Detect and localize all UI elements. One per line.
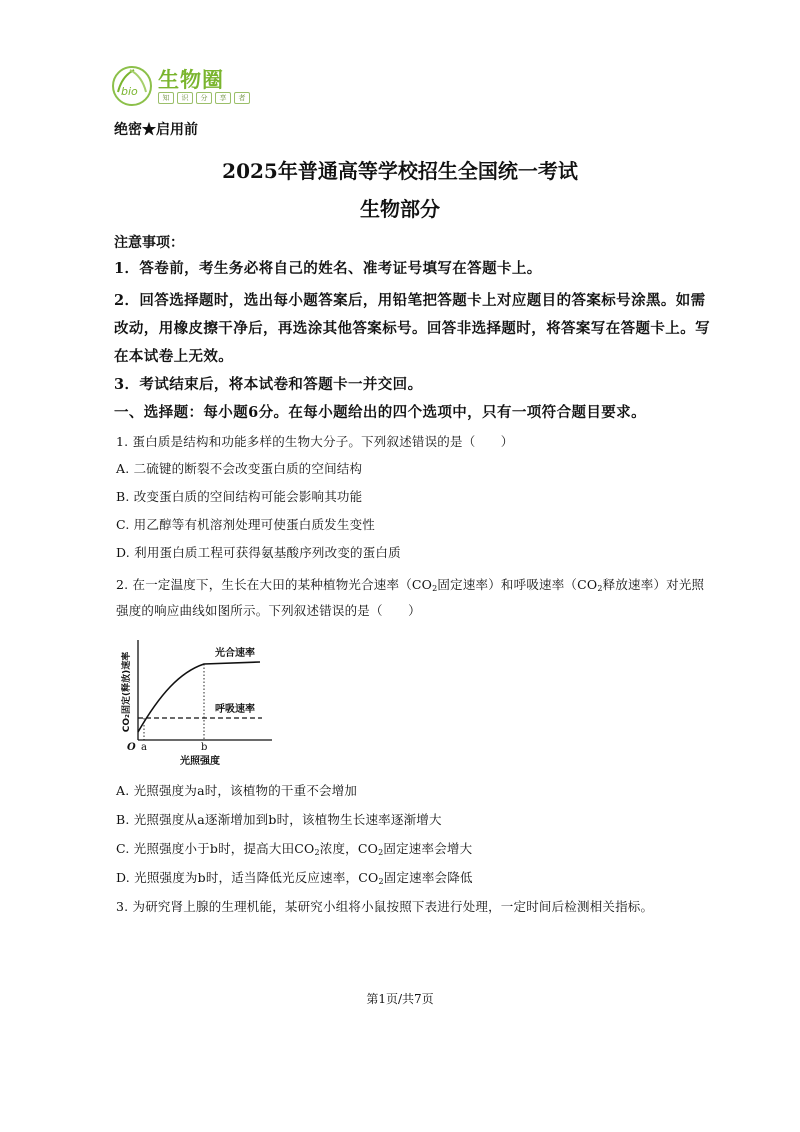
question-2-stem-line-2: 强度的响应曲线如图所示。下列叙述错误的是（ ） xyxy=(116,603,421,618)
question-1-option-d: D. 利用蛋白质工程可获得氨基酸序列改变的蛋白质 xyxy=(116,545,401,560)
question-2-stem-line-1: 2. 在一定温度下，生长在大田的某种植物光合速率（$CO_2$固定速率）和呼吸速率（$CO_2$释放速率）对光照 xyxy=(116,577,705,593)
question-1-stem: 1. 蛋白质是结构和功能多样的生物大分子。下列叙述错误的是（ ） xyxy=(116,434,514,449)
exam-subtitle: 生物部分 xyxy=(360,197,440,221)
notice-heading: 注意事项： xyxy=(114,235,184,251)
question-2-figure xyxy=(120,632,280,772)
logo xyxy=(108,62,246,110)
respiration-label: 呼吸速率 xyxy=(215,704,255,715)
photosynthesis-label: 光合速率 xyxy=(215,648,255,659)
svg-text:bio: bio xyxy=(121,85,138,98)
exam-title: 2025年普通高等学校招生全国统一考试 xyxy=(222,159,578,183)
logo-text: 生物圈 xyxy=(158,68,224,92)
notice-item-2-line-3: 在本试卷上无效。 xyxy=(114,348,234,365)
section-heading: 一、选择题：每小题6分。在每小题给出的四个选项中，只有一项符合题目要求。 xyxy=(114,404,646,421)
question-2-option-d: D. 光照强度为b时，适当降低光反应速率，$CO_2$固定速率会降低 xyxy=(116,870,473,886)
tick-a-label: a xyxy=(141,742,147,753)
x-axis-label: 光照强度 xyxy=(180,756,220,767)
origin-label: O xyxy=(127,742,136,753)
question-1-option-b: B. 改变蛋白质的空间结构可能会影响其功能 xyxy=(116,489,363,504)
page-footer: 第1页/共7页 xyxy=(366,992,434,1006)
question-2-option-c: C. 光照强度小于b时，提高大田$CO_2$浓度，$CO_2$固定速率会增大 xyxy=(116,841,473,857)
light-response-graph xyxy=(120,632,280,772)
question-2-option-b: B. 光照强度从a逐渐增加到b时，该植物生长速率逐渐增大 xyxy=(116,812,442,827)
y-axis-label: CO₂固定(释放)速率 xyxy=(122,651,132,733)
question-2-option-a: A. 光照强度为a时，该植物的干重不会增加 xyxy=(116,783,358,798)
secret-label: 绝密★启用前 xyxy=(114,122,198,138)
notice-item-3: 3．考试结束后，将本试卷和答题卡一并交回。 xyxy=(114,376,423,393)
photosynthesis-curve xyxy=(138,662,260,732)
logo-wreath-icon xyxy=(108,62,156,110)
question-1-option-c: C. 用乙醇等有机溶剂处理可使蛋白质发生变性 xyxy=(116,517,375,532)
question-3-stem: 3. 为研究肾上腺的生理机能，某研究小组将小鼠按照下表进行处理，一定时间后检测相关指标。 xyxy=(116,899,654,914)
logo-subtitle: 知 识 分 享 者 xyxy=(158,92,250,104)
tick-b-label: b xyxy=(201,742,208,753)
notice-item-2-line-1: 2．回答选择题时，选出每小题答案后，用铅笔把答题卡上对应题目的答案标号涂黑。如需 xyxy=(114,292,706,309)
notice-item-1: 1．答卷前，考生务必将自己的姓名、准考证号填写在答题卡上。 xyxy=(114,260,542,277)
question-1-option-a: A. 二硫键的断裂不会改变蛋白质的空间结构 xyxy=(116,461,363,476)
notice-item-2-line-2: 改动，用橡皮擦干净后，再选涂其他答案标号。回答非选择题时，将答案写在答题卡上。写 xyxy=(114,320,710,337)
